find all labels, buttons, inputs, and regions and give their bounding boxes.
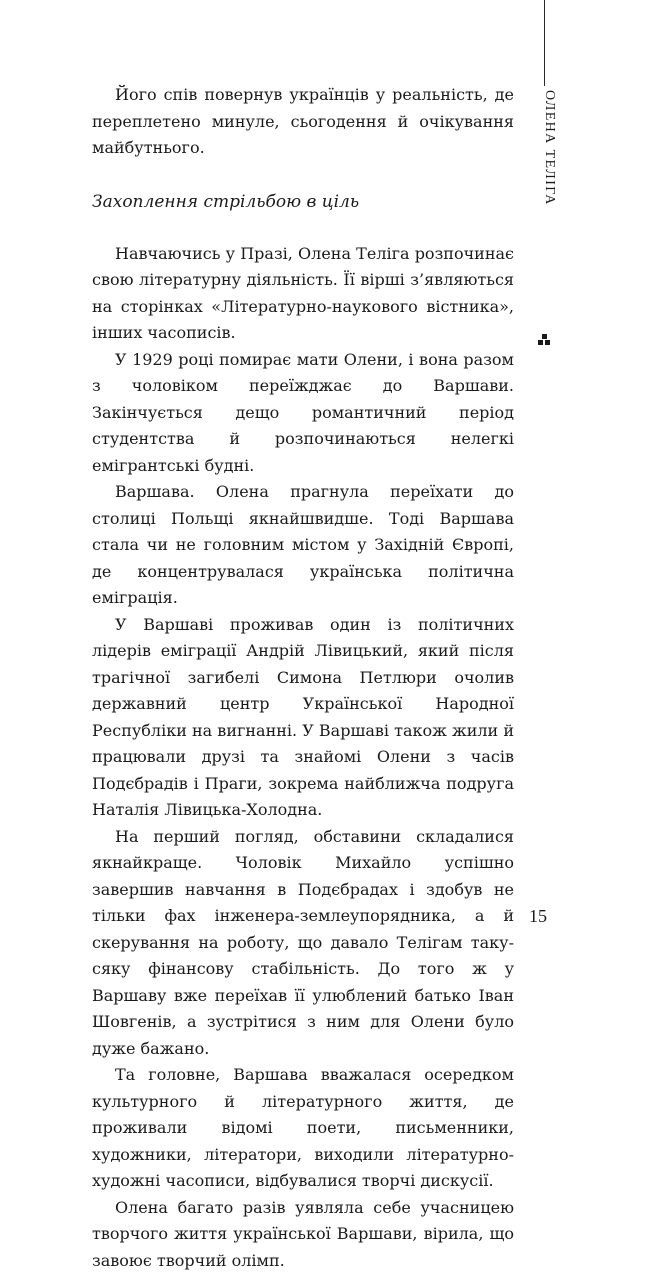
running-head: ОЛЕНА ТЕЛІГА	[531, 86, 557, 334]
paragraph: У Варшаві проживав один із політичних лідерів еміграції Андрій Лівицький, який після трагічної загибелі Симона Петлюри очолив державний центр Української Народної Республіки на вигнанні. У Варшаві також жили й працювали друзі та знайомі Олени з часів Подєбрадів і Праги, зокрема найближча подруга Наталія Лівицька-Холодна.	[92, 612, 514, 824]
section-heading: Захоплення стрільбою в ціль	[92, 189, 514, 215]
paragraph: Олена багато разів уявляла себе учасницею творчого життя української Варшави, вірила, що завоює творчий олімп.	[92, 1195, 514, 1274]
paragraph: У 1929 році помирає мати Олени, і вона разом з чоловіком переїжджає до Варшави. Закінчується дещо романтичний період студентства й розпочинаються нелегкі емігрантські будні.	[92, 347, 514, 480]
intro-paragraph: Його спів повернув українців у реальність, де переплетено минуле, сьогодення й очікування майбутнього.	[92, 82, 514, 162]
paragraph: Навчаючись у Празі, Олена Теліга розпочинає свою літературну діяльність. Її вірші з’являються на сторінках «Літературно-наукового вістника», інших часописів.	[92, 241, 514, 347]
paragraph: Варшава. Олена прагнула переїхати до столиці Польщі якнайшвидше. Тоді Варшава стала чи не головним містом у Західній Європі, де концентрувалася українська політична еміграція.	[92, 479, 514, 612]
paragraph: Та головне, Варшава вважалася осередком культурного й літературного життя, де проживали відомі поети, письменники, художники, літератори, виходили літературно-художні часописи, відбувалися творчі дискусії.	[92, 1062, 514, 1195]
main-text	[92, 82, 514, 1274]
paragraph: На перший погляд, обставини складалися якнайкраще. Чоловік Михайло успішно завершив навчання в Подєбрадах і здобув не тільки фах інженера-землеупорядника, а й скерування на роботу, що давало Телігам таку-сяку фінансову стабільність. До того ж у Варшаву вже переїхав її улюблений батько Іван Шовгенів, а зустрітися з ним для Олени було дуже бажано.	[92, 824, 514, 1063]
page-number: 15	[529, 906, 547, 927]
ornament-icon	[538, 334, 552, 348]
